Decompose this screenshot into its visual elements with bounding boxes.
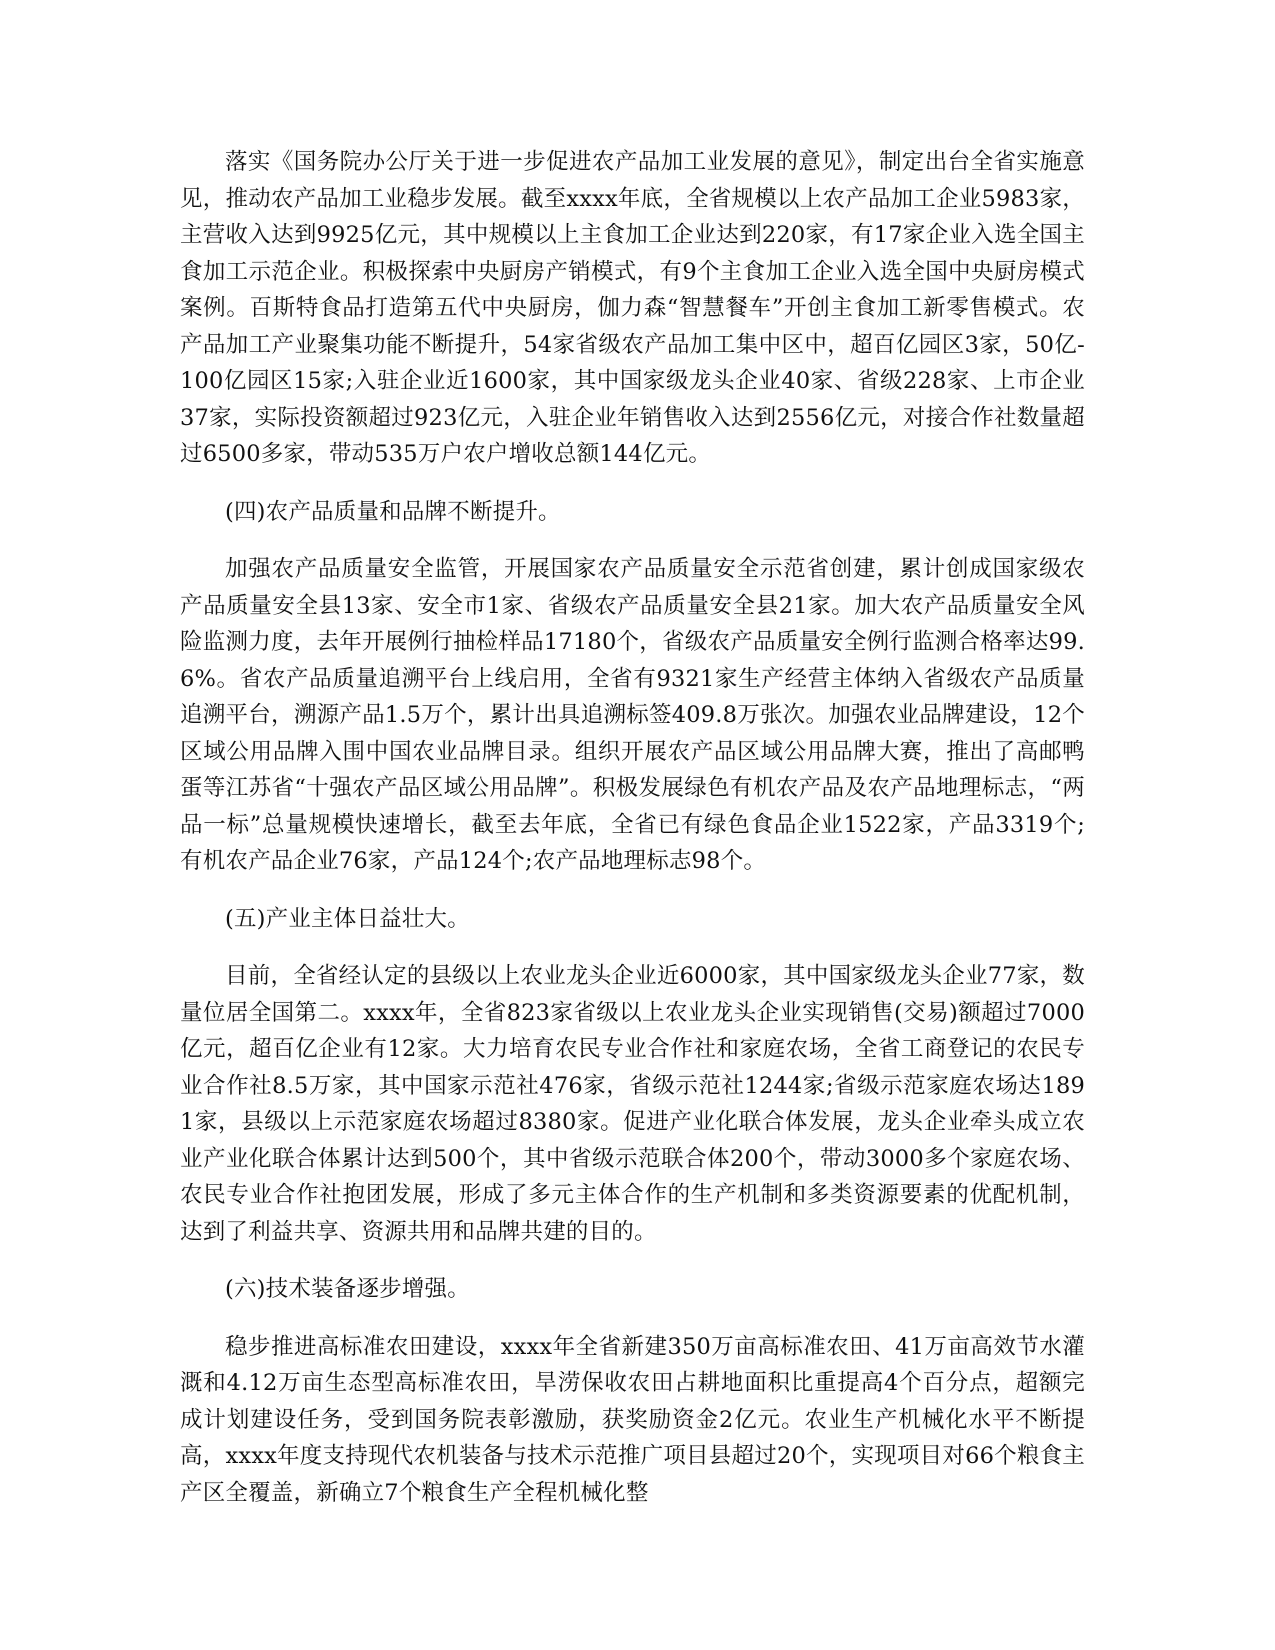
section-heading-technical-equipment: (六)技术装备逐步增强。: [225, 1276, 470, 1302]
paragraph-technical-equipment: 稳步推进高标准农田建设，xxxx年全省新建350万亩高标准农田、41万亩高效节水灌溉和4.12万亩生态型高标准农田，旱涝保收农田占耕地面积比重提高4个百分点，超额完成计划建设任务，受到国务院表彰激励，获奖励资金2亿元。农业生产机械化水平不断提高，xxxx年度支持现代农机装备与技术示范推广项目县超过20个，实现项目对66个粮食主产区全覆盖，新确立7个粮食生产全程机械化整: [180, 1333, 1085, 1506]
document-body: [180, 144, 1085, 1532]
paragraph-processing-industry: 落实《国务院办公厅关于进一步促进农产品加工业发展的意见》，制定出台全省实施意见，推动农产品加工业稳步发展。截至xxxx年底，全省规模以上农产品加工企业5983家，主营收入达到9925亿元，其中规模以上主食加工企业达到220家，有17家企业入选全国主食加工示范企业。积极探索中央厨房产销模式，有9个主食加工企业入选全国中央厨房模式案例。百斯特食品打造第五代中央厨房，伽力森“智慧餐车”开创主食加工新零售模式。农产品加工产业聚集功能不断提升，54家省级农产品加工集中区中，超百亿园区3家，50亿-100亿园区15家;入驻企业近1600家，其中国家级龙头企业40家、省级228家、上市企业37家，实际投资额超过923亿元，入驻企业年销售收入达到2556亿元，对接合作社数量超过6500多家，带动535万户农户增收总额144亿元。: [180, 149, 1085, 467]
section-heading-industry-entities: (五)产业主体日益壮大。: [225, 905, 470, 932]
paragraph-industry-entities: 目前，全省经认定的县级以上农业龙头企业近6000家，其中国家级龙头企业77家，数量位居全国第二。xxxx年，全省823家省级以上农业龙头企业实现销售(交易)额超过7000亿元，超百亿企业有12家。大力培育农民专业合作社和家庭农场，全省工商登记的农民专业合作社8.5万家，其中国家示范社476家，省级示范社1244家;省级示范家庭农场达1891家，县级以上示范家庭农场超过8380家。促进产业化联合体发展，龙头企业牵头成立农业产业化联合体累计达到500个，其中省级示范联合体200个，带动3000多个家庭农场、农民专业合作社抱团发展，形成了多元主体合作的生产机制和多类资源要素的优配机制，达到了利益共享、资源共用和品牌共建的目的。: [180, 963, 1085, 1245]
section-heading-quality-brand: (四)农产品质量和品牌不断提升。: [225, 498, 561, 525]
paragraph-quality-brand: 加强农产品质量安全监管，开展国家农产品质量安全示范省创建，累计创成国家级农产品质量安全县13家、安全市1家、省级农产品质量安全县21家。加大农产品质量安全风险监测力度，去年开展例行抽检样品17180个，省级农产品质量安全例行监测合格率达99.6%。省农产品质量追溯平台上线启用，全省有9321家生产经营主体纳入省级农产品质量追溯平台，溯源产品1.5万个，累计出具追溯标签409.8万张次。加强农业品牌建设，12个区域公用品牌入围中国农业品牌目录。组织开展农产品区域公用品牌大赛，推出了高邮鸭蛋等江苏省“十强农产品区域公用品牌”。积极发展绿色有机农产品及农产品地理标志，“两品一标”总量规模快速增长，截至去年底，全省已有绿色食品企业1522家，产品3319个;有机农产品企业76家，产品124个;农产品地理标志98个。: [180, 556, 1085, 874]
